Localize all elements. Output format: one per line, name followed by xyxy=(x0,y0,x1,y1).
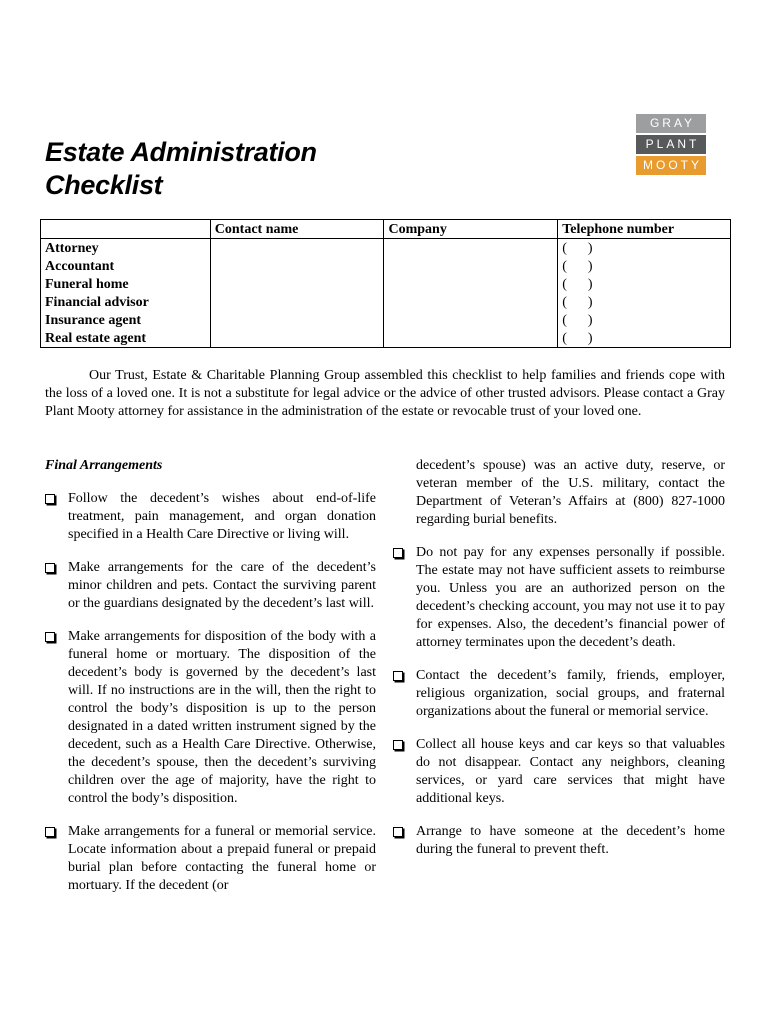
checklist-item xyxy=(45,490,376,544)
logo-gray: GRAY xyxy=(636,114,706,133)
contact-name-cell[interactable] xyxy=(210,239,384,258)
checklist-item-continuation: decedent’s spouse) was an active duty, reserve, or veteran member of the U.S. military, contact the Department of Veteran’s Affairs at (800) 827-1000 regarding burial benefits. xyxy=(416,458,725,527)
row-label: Funeral home xyxy=(41,275,211,293)
company-cell[interactable] xyxy=(384,311,558,329)
section-heading: Final Arrangements xyxy=(45,458,163,473)
table-row xyxy=(41,329,731,348)
contact-name-cell[interactable] xyxy=(210,275,384,293)
row-label: Insurance agent xyxy=(41,311,211,329)
checklist-item xyxy=(45,823,376,895)
contact-name-cell[interactable] xyxy=(210,329,384,348)
page-title xyxy=(45,136,317,202)
logo-mooty: MOOTY xyxy=(636,156,706,175)
checkbox-icon[interactable] xyxy=(393,740,403,750)
contact-name-cell[interactable] xyxy=(210,311,384,329)
checklist-item-text: Arrange to have someone at the decedent’s home during the funeral to prevent theft. xyxy=(416,824,725,857)
row-label: Attorney xyxy=(41,239,211,258)
phone-cell[interactable]: ( ) xyxy=(558,275,731,293)
checklist-item xyxy=(45,559,376,613)
table-row xyxy=(41,275,731,293)
row-label: Real estate agent xyxy=(41,329,211,348)
company-logo xyxy=(636,114,706,177)
checkbox-icon[interactable] xyxy=(393,827,403,837)
checklist-item xyxy=(393,736,725,808)
title-line-1: Estate Administration xyxy=(45,137,317,167)
phone-cell[interactable]: ( ) xyxy=(558,311,731,329)
header-contact-name: Contact name xyxy=(210,220,384,239)
checklist-item-text: Contact the decedent’s family, friends, employer, religious organization, social groups, and fraternal organizations about the funeral or memorial service. xyxy=(416,668,725,719)
right-column xyxy=(393,457,725,874)
checklist-item xyxy=(393,823,725,859)
header-company: Company xyxy=(384,220,558,239)
checklist-item-text: Make arrangements for disposition of the body with a funeral home or mortuary. The disposition of the decedent’s body is governed by the decedent’s last will. If no instructions are in the will, then the right to control the body’s disposition is up to the person designated in a dated written instrument signed by the decedent, such as a Health Care Directive. Otherwise, the decedent’s spouse, then the decedent’s surviving children over the age of majority, have the right to control the body’s disposition. xyxy=(68,629,376,806)
checklist-item-text: Make arrangements for the care of the decedent’s minor children and pets. Contact the surviving parent or the guardians designated by the decedent’s last will. xyxy=(68,560,376,611)
checklist-item xyxy=(393,667,725,721)
checkbox-icon[interactable] xyxy=(45,632,55,642)
checklist-item-text: Follow the decedent’s wishes about end-of-life treatment, pain management, and organ donation specified in a Health Care Directive or living will. xyxy=(68,491,376,542)
company-cell[interactable] xyxy=(384,293,558,311)
company-cell[interactable] xyxy=(384,275,558,293)
checkbox-icon[interactable] xyxy=(393,671,403,681)
table-row xyxy=(41,293,731,311)
row-label: Financial advisor xyxy=(41,293,211,311)
company-cell[interactable] xyxy=(384,329,558,348)
table-header-row xyxy=(41,220,731,239)
checkbox-icon[interactable] xyxy=(45,563,55,573)
table-row xyxy=(41,239,731,258)
header-telephone: Telephone number xyxy=(558,220,731,239)
table-row xyxy=(41,257,731,275)
phone-cell[interactable]: ( ) xyxy=(558,239,731,258)
phone-cell[interactable]: ( ) xyxy=(558,293,731,311)
checkbox-icon[interactable] xyxy=(393,548,403,558)
table-row xyxy=(41,311,731,329)
company-cell[interactable] xyxy=(384,239,558,258)
checklist-item-text: Collect all house keys and car keys so that valuables do not disappear. Contact any neighbors, cleaning services, or yard care services that might have additional keys. xyxy=(416,737,725,806)
contact-name-cell[interactable] xyxy=(210,293,384,311)
checklist-item-text: Do not pay for any expenses personally if possible. The estate may not have sufficient assets to reimburse you. Unless you are an authorized person on the decedent’s checking account, you may not use it to pay for expenses. Also, the decedent’s financial power of attorney terminates upon the decedent’s death. xyxy=(416,545,725,650)
logo-plant: PLANT xyxy=(636,135,706,154)
phone-cell[interactable]: ( ) xyxy=(558,257,731,275)
checklist-item xyxy=(45,628,376,808)
contact-name-cell[interactable] xyxy=(210,257,384,275)
left-column xyxy=(45,457,376,910)
contacts-table xyxy=(40,219,731,348)
checklist-item xyxy=(393,544,725,652)
title-line-2: Checklist xyxy=(45,170,163,200)
row-label: Accountant xyxy=(41,257,211,275)
checkbox-icon[interactable] xyxy=(45,494,55,504)
company-cell[interactable] xyxy=(384,257,558,275)
checkbox-icon[interactable] xyxy=(45,827,55,837)
checklist-item-text: Make arrangements for a funeral or memorial service. Locate information about a prepaid funeral or prepaid burial plan before contacting the funeral home or mortuary. If the decedent (or xyxy=(68,824,376,893)
header-blank xyxy=(41,220,211,239)
phone-cell[interactable]: ( ) xyxy=(558,329,731,348)
intro-paragraph: Our Trust, Estate & Charitable Planning Group assembled this checklist to help families and friends cope with the loss of a loved one. It is not a substitute for legal advice or the advice of other trusted advisors. Please contact a Gray Plant Mooty attorney for assistance in the administration of the estate or revocable trust of your loved one. xyxy=(45,368,725,419)
